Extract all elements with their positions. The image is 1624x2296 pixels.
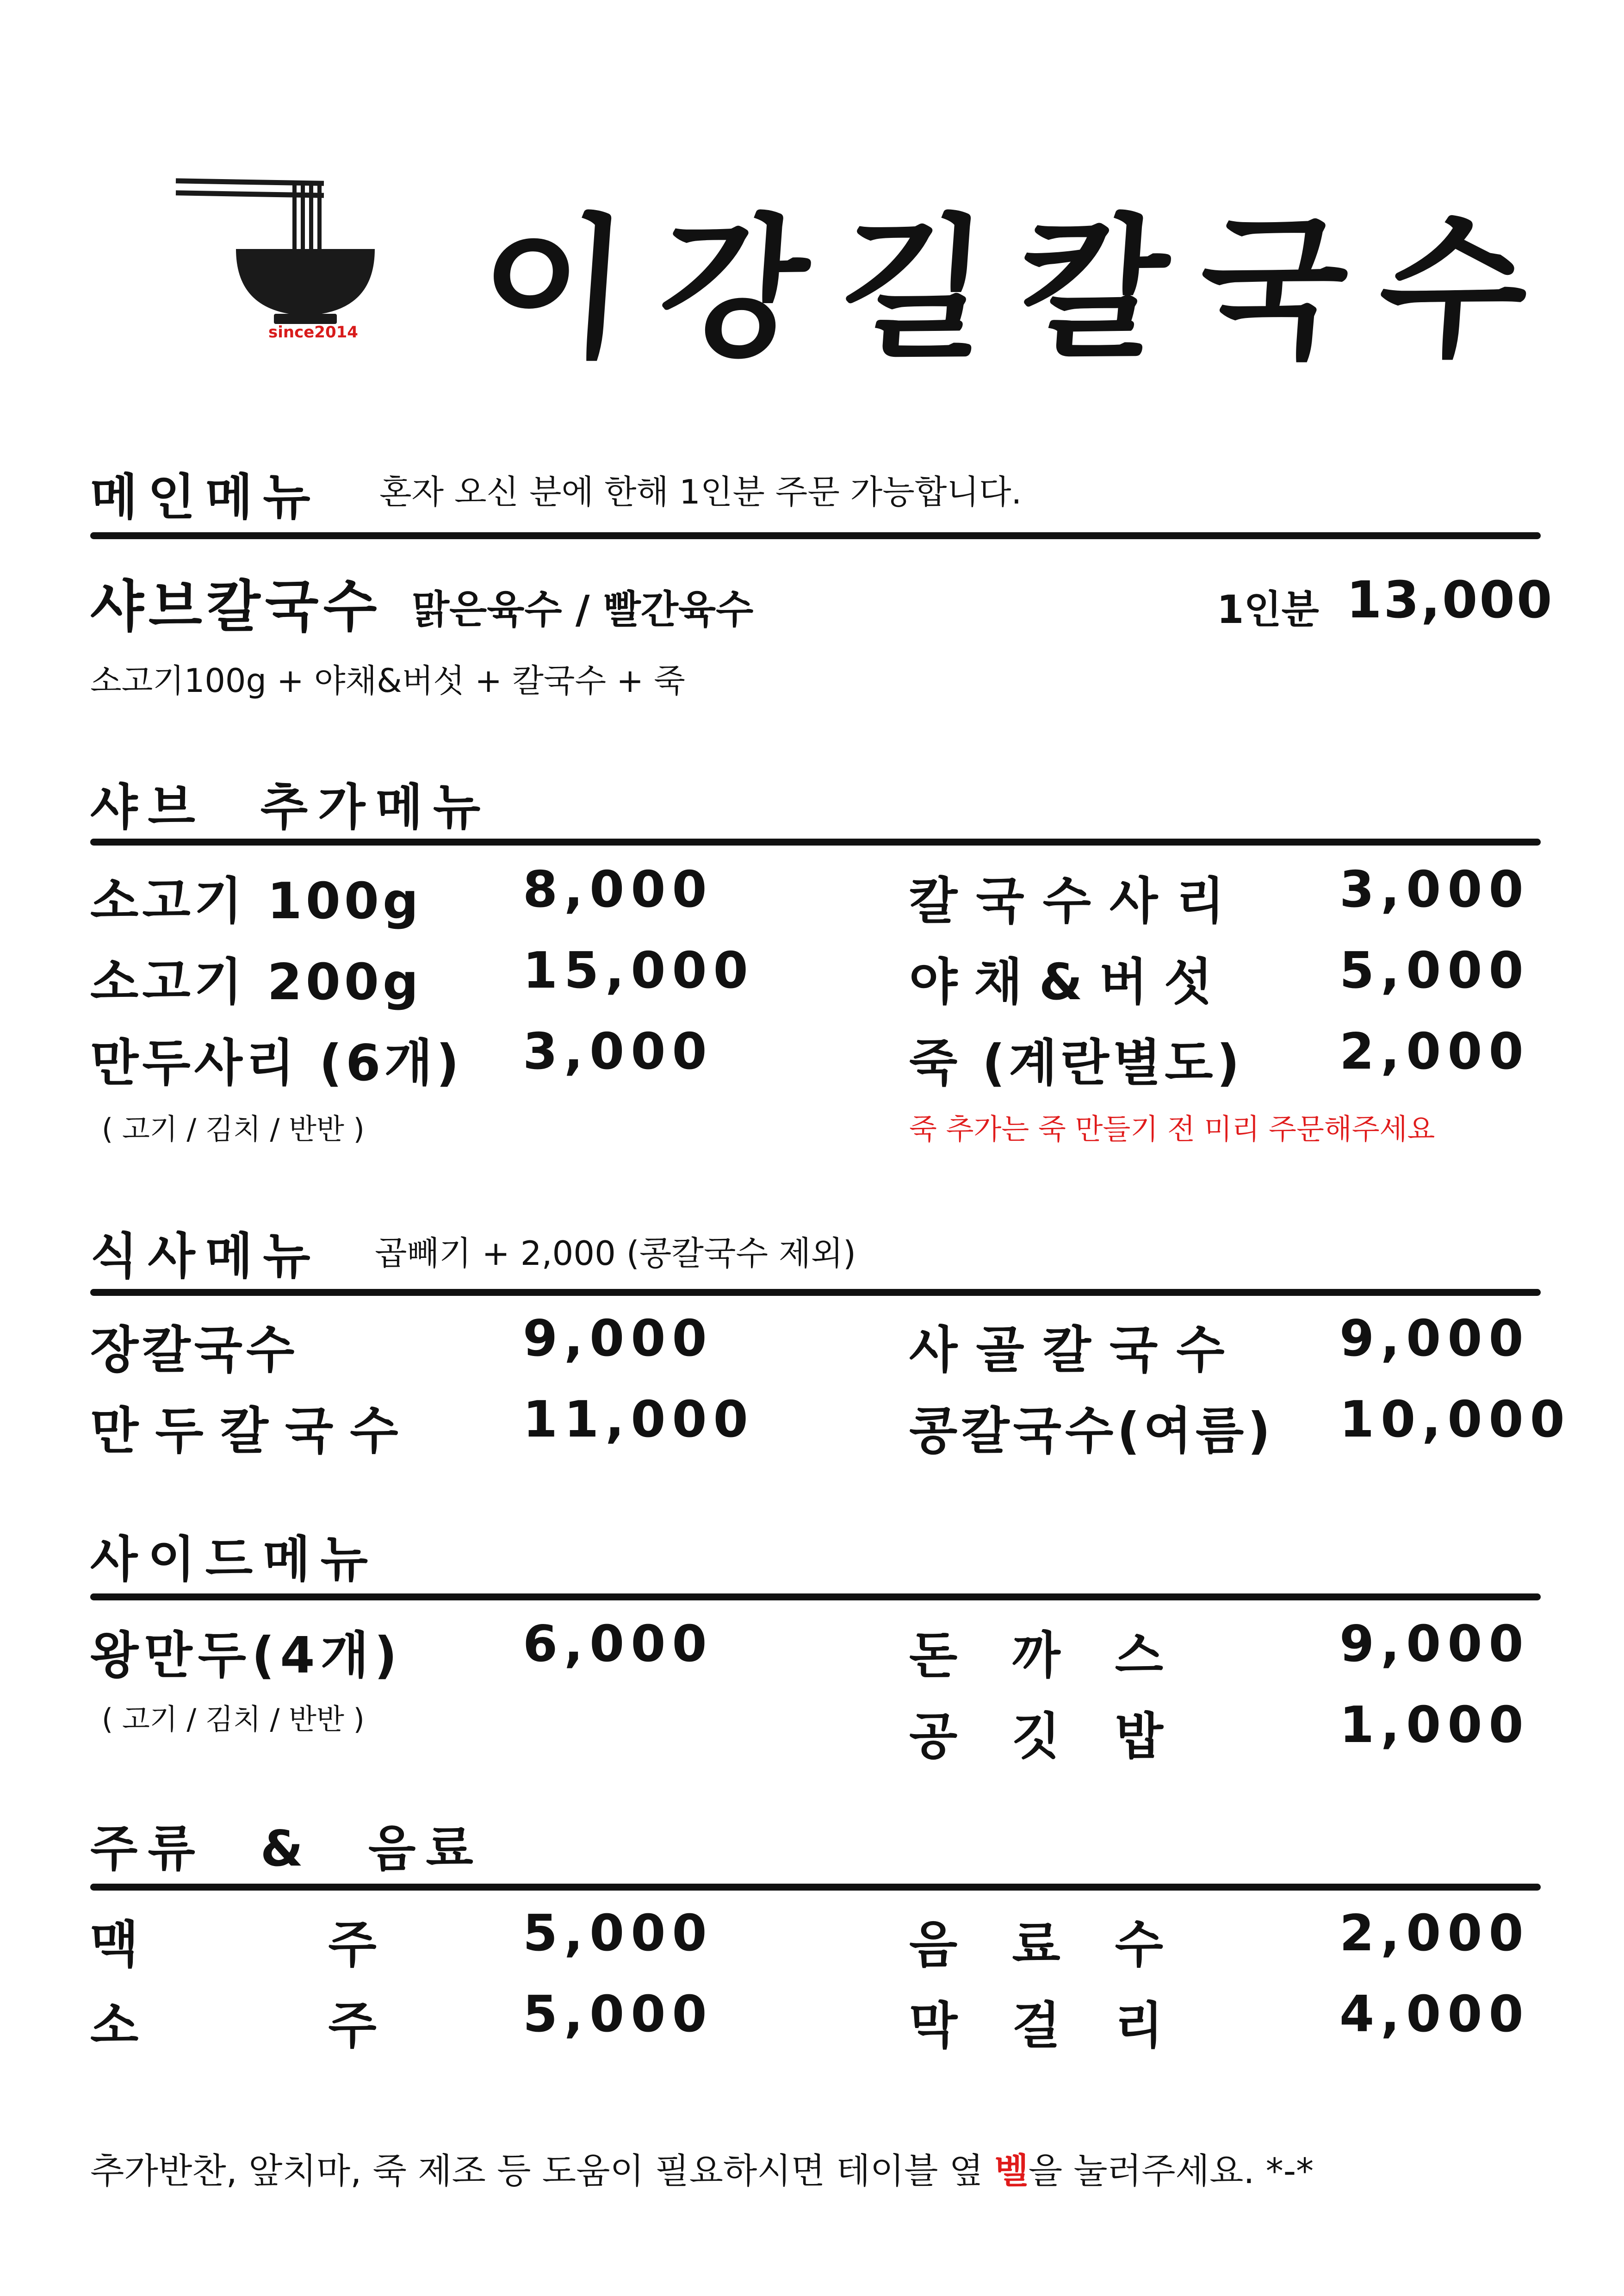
shabu-extra-divider [90,839,1541,846]
menu-item-name: 막걸리 [909,1997,1218,2055]
side-left-note: ( 고기 / 김치 / 반반 ) [102,1702,365,1736]
menu-item-price: 1,000 [1339,1696,1530,1754]
since-label: since2014 [268,323,358,342]
drinks-heading: 주류 & 음료 [90,1820,483,1877]
main-item-name: 샤브칼국수 [90,575,382,639]
footer-text-after: 을 눌러주세요. *-* [1028,2150,1314,2191]
menu-item-name: 소고기 100g [90,872,422,930]
menu-item-name: 칼국수사리 [909,872,1243,930]
menu-item-name: 죽 (계란별도) [909,1034,1243,1092]
menu-item-price: 5,000 [1339,942,1530,1000]
menu-item-price: 5,000 [523,1904,713,1962]
menu-item-price: 3,000 [1339,861,1530,919]
main-menu-note: 혼자 오신 분에 한해 1인분 주문 가능합니다. [379,473,1022,511]
menu-item-price: 3,000 [523,1023,713,1081]
footer-text-before: 추가반찬, 앞치마, 죽 제조 등 도움이 필요하시면 테이블 옆 [90,2150,995,2191]
menu-item-price: 6,000 [523,1615,713,1673]
menu-item-name: 야채&버섯 [909,953,1229,1011]
menu-item-price: 9,000 [1339,1615,1530,1673]
meal-menu-divider [90,1289,1541,1296]
main-item-desc: 소고기100g + 야채&버섯 + 칼국수 + 죽 [90,662,685,700]
bell-highlight: 벨 [994,2150,1029,2191]
menu-item-name: 음료수 [909,1916,1218,1974]
menu-item-name: 만두사리 (6개) [90,1034,463,1092]
main-menu-divider [90,532,1541,539]
meal-menu-heading: 식사메뉴 [90,1228,321,1285]
menu-item-price: 4,000 [1339,1985,1530,2043]
menu-item-price: 2,000 [1339,1904,1530,1962]
main-item-unit: 1인분 [1217,587,1319,632]
footer-notice [90,2143,1314,2193]
side-menu-heading: 사이드메뉴 [90,1531,378,1588]
menu-item-label: 장칼국수 [90,1321,298,1379]
main-menu-heading: 메인메뉴 [90,469,321,526]
menu-item-name: 만두칼국수 [90,1402,415,1460]
meal-menu-note: 곱빼기 + 2,000 (콩칼국수 제외) [375,1234,856,1273]
shabu-extra-heading: 샤브 추가메뉴 [90,779,491,836]
drinks-divider [90,1884,1541,1891]
menu-item-name: 돈까스 [909,1627,1218,1685]
porridge-order-note: 죽 추가는 죽 만들기 전 미리 주문해주세요 [909,1112,1435,1146]
menu-item-price: 10,000 [1339,1391,1571,1449]
menu-item-price: 15,000 [523,942,755,1000]
menu-item-name: 공깃밥 [909,1708,1218,1766]
menu-item-price: 8,000 [523,861,713,919]
menu-item-name: 콩칼국수(여름) [909,1402,1274,1460]
menu-item-name: 사골칼국수 [909,1321,1243,1379]
side-menu-divider [90,1593,1541,1600]
main-item-broth: 맑은육수 / 빨간육수 [412,587,754,632]
menu-item-name: 맥주 [90,1916,566,1974]
menu-item-price: 9,000 [1339,1310,1530,1368]
menu-item-name: 왕만두(4개) [90,1627,403,1685]
menu-item-price: 2,000 [1339,1023,1530,1081]
main-item-price: 13,000 [1346,570,1554,629]
shabu-left-note: ( 고기 / 김치 / 반반 ) [102,1112,365,1146]
restaurant-title: 이강길칼국수 [474,199,1566,378]
menu-item-price: 9,000 [523,1310,713,1368]
menu-item-price: 11,000 [523,1391,755,1449]
menu-item-name: 소주 [90,1997,566,2055]
menu-item-name [90,1310,391,1381]
menu-item-price: 5,000 [523,1985,713,2043]
menu-item-name: 소고기 200g [90,953,422,1011]
